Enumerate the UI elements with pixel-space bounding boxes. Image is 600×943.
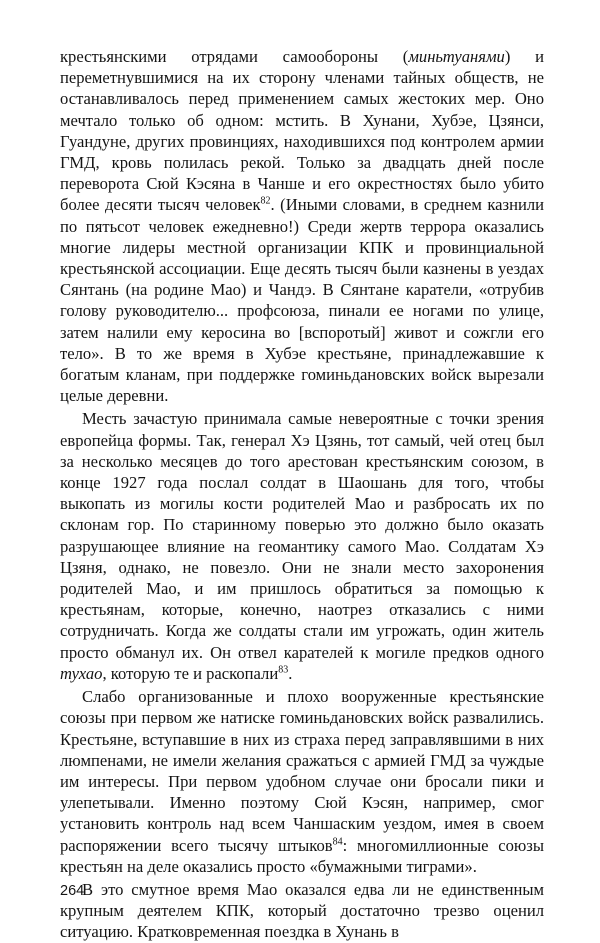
text-run: : многомиллионные союзы крестьян на деле оказались просто «бумажными тиграми».: [60, 835, 544, 876]
text-run: . (Иными словами, в среднем казнили по пятьсот человек ежедневно!) Среди жертв террора оказались многие лидеры местной организации КПК и провинциальной крестьянской ассоциации. Еще десять тысяч были казнены в уездах Сянтань (на родине Мао) и Чандэ. В Сянтане каратели, «отрубив голову руководителю... профсоюза, пинали ее ногами по улице, затем налили ему керосина во [вспоротый] живот и сожгли его тело». В то же время в Хубэе крестьяне, принадлежавшие к богатым кланам, при поддержке гоминьдановских войск вырезали целые деревни.: [60, 195, 544, 406]
footnote-ref: 84: [332, 835, 343, 847]
body-paragraph: [60, 879, 544, 943]
body-paragraph: [60, 408, 544, 684]
text-run: ) и переметнувшимися на их сторону членами тайных обществ, не останавливалось перед применением самых жестоких мер. Оно мечтало только об одном: мстить. В Хунани, Хубэе, Цзянси, Гуандуне, других провинциях, находившихся под контролем армии ГМД, кровь полилась рекой. Только за двадцать дней после переворота Сюй Кэсяна в Чанше и его окрестностях было убито более десяти тысяч человек: [60, 47, 544, 215]
italic-term: миньтуанями: [408, 47, 505, 66]
text-run: .: [288, 663, 293, 683]
footnote-ref: 82: [260, 195, 271, 207]
footnote-ref: 83: [278, 664, 289, 676]
text-run: В это смутное время Мао оказался едва ли не единственным крупным деятелем КПК, который достаточно трезво оценил ситуацию. Кратковременная поездка в Хунань в: [60, 879, 544, 942]
body-paragraph: [60, 46, 544, 406]
text-run: Месть зачастую принимала самые невероятные с точки зрения европейца формы. Так, генерал Хэ Цзянь, тот самый, чей отец был за несколько месяцев до того арестован крестьянским союзом, в конце 1927 года послал солдат в Шаошань для того, чтобы выкопать из могилы кости родителей Мао и разбросать их по склонам гор. По старинному поверью это должно было оказать разрушающее влияние на геомантику самого Мао. Солдатам Хэ Цзяня, однако, не повезло. Они не знали место захоронения родителей Мао, и им пришлось обратиться за помощью к крестьянам, которые, конечно, наотрез отказались с ними сотрудничать. Когда же солдаты стали им угрожать, один житель просто обманул их. Он отвел карателей к могиле предков одного: [60, 409, 544, 662]
body-paragraph: [60, 686, 544, 877]
text-column: [60, 46, 544, 943]
page-number: 264: [60, 883, 85, 899]
text-run: Слабо организованные и плохо вооруженные крестьянские союзы при первом же натиске гоминьдановских войск развалились. Крестьяне, вступавшие в них из страха перед заправлявшими в них люмпенами, не имели желания сражаться с армией ГМД за чуждые им интересы. При первом удобном случае они бросали пики и улепетывали. Именно поэтому Сюй Кэсян, например, смог установить контроль над всем Чаншаским уездом, имея в своем распоряжении всего тысячу штыков: [60, 687, 544, 855]
text-run: крестьянскими отрядами самообороны (: [60, 47, 409, 66]
italic-term: тухао: [60, 663, 103, 683]
text-run: , которую те и раскопали: [102, 663, 279, 683]
